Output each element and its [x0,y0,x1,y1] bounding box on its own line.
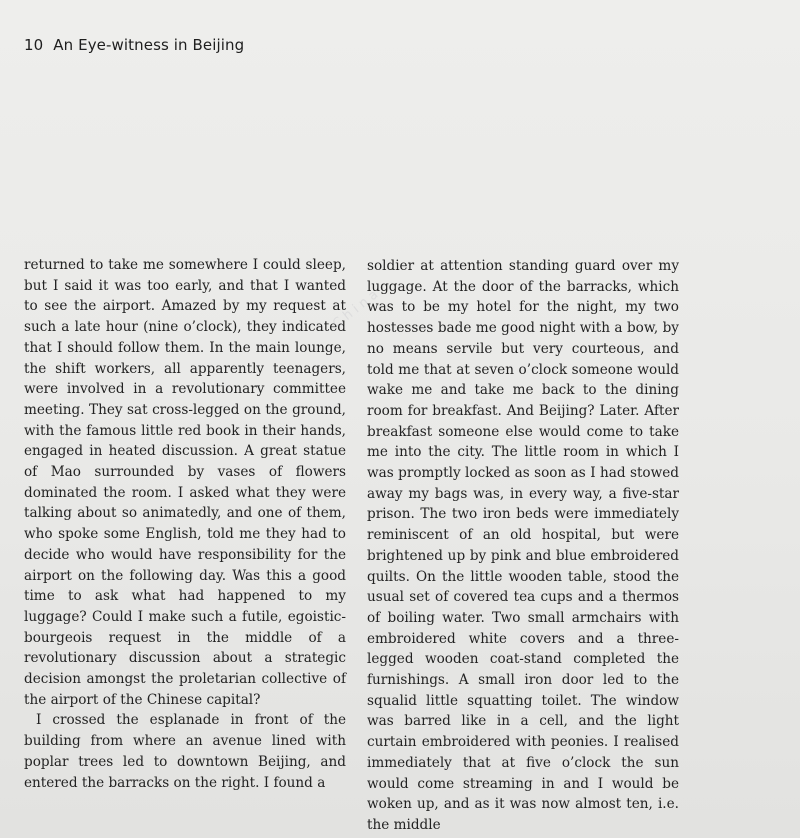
left-text-column [24,255,346,793]
left-paragraph-1: returned to take me somewhere I could sleep, but I said it was too early, and that I wanted to see the airport. Amazed by my request at such a late hour (nine o’clock), they indicated that I should follow them. In the main lounge, the shift workers, all apparently teenagers, were involved in a revolutionary committee meeting. They sat cross-legged on the ground, with the famous little red book in their hands, engaged in heated discussion. A great statue of Mao surrounded by vases of flowers dominated the room. I asked what they were talking about so animatedly, and one of them, who spoke some English, told me they had to decide who would have responsibility for the airport on the following day. Was this a good time to ask what had happened to my luggage? Could I make such a futile, egoistic-bourgeois request in the middle of a revolutionary discussion about a strategic decision amongst the proletarian collective of the airport of the Chinese capital? [24,257,346,708]
watermark-stamp: China [330,284,385,332]
right-paragraph-1: soldier at attention standing guard over my luggage. At the door of the barracks, which was to be my hotel for the night, my two hostesses bade me good night with a bow, by no means servile but very courteous, and told me that at seven o’clock someone would wake me and take me back to the dining room for breakfast. And Beijing? Later. After breakfast someone else would come to take me into the city. The little room in which I was promptly locked as soon as I had stowed away my bags was, in every way, a five-star prison. The two iron beds were immediately reminiscent of an old hospital, but were brightened up by pink and blue embroidered quilts. On the little wooden table, stood the usual set of covered tea cups and a thermos of boiling water. Two small armchairs with embroidered white covers and a three-legged wooden coat-stand completed the furnishings. A small iron door led to the squalid little squatting toilet. The window was barred like in a cell, and the light curtain embroidered with peonies. I realised immediately that at five o’clock the sun would come streaming in and I would be woken up, and as it was now almost ten, i.e. the middle [367,258,679,833]
right-text-column [367,256,679,836]
page-number: 10 [24,36,44,54]
running-header [24,36,244,54]
running-title: An Eye-witness in Beijing [53,36,245,54]
left-paragraph-2: I crossed the esplanade in front of the building from where an avenue lined with poplar trees led to downtown Beijing, and entered the barracks on the right. I found a [24,712,346,791]
